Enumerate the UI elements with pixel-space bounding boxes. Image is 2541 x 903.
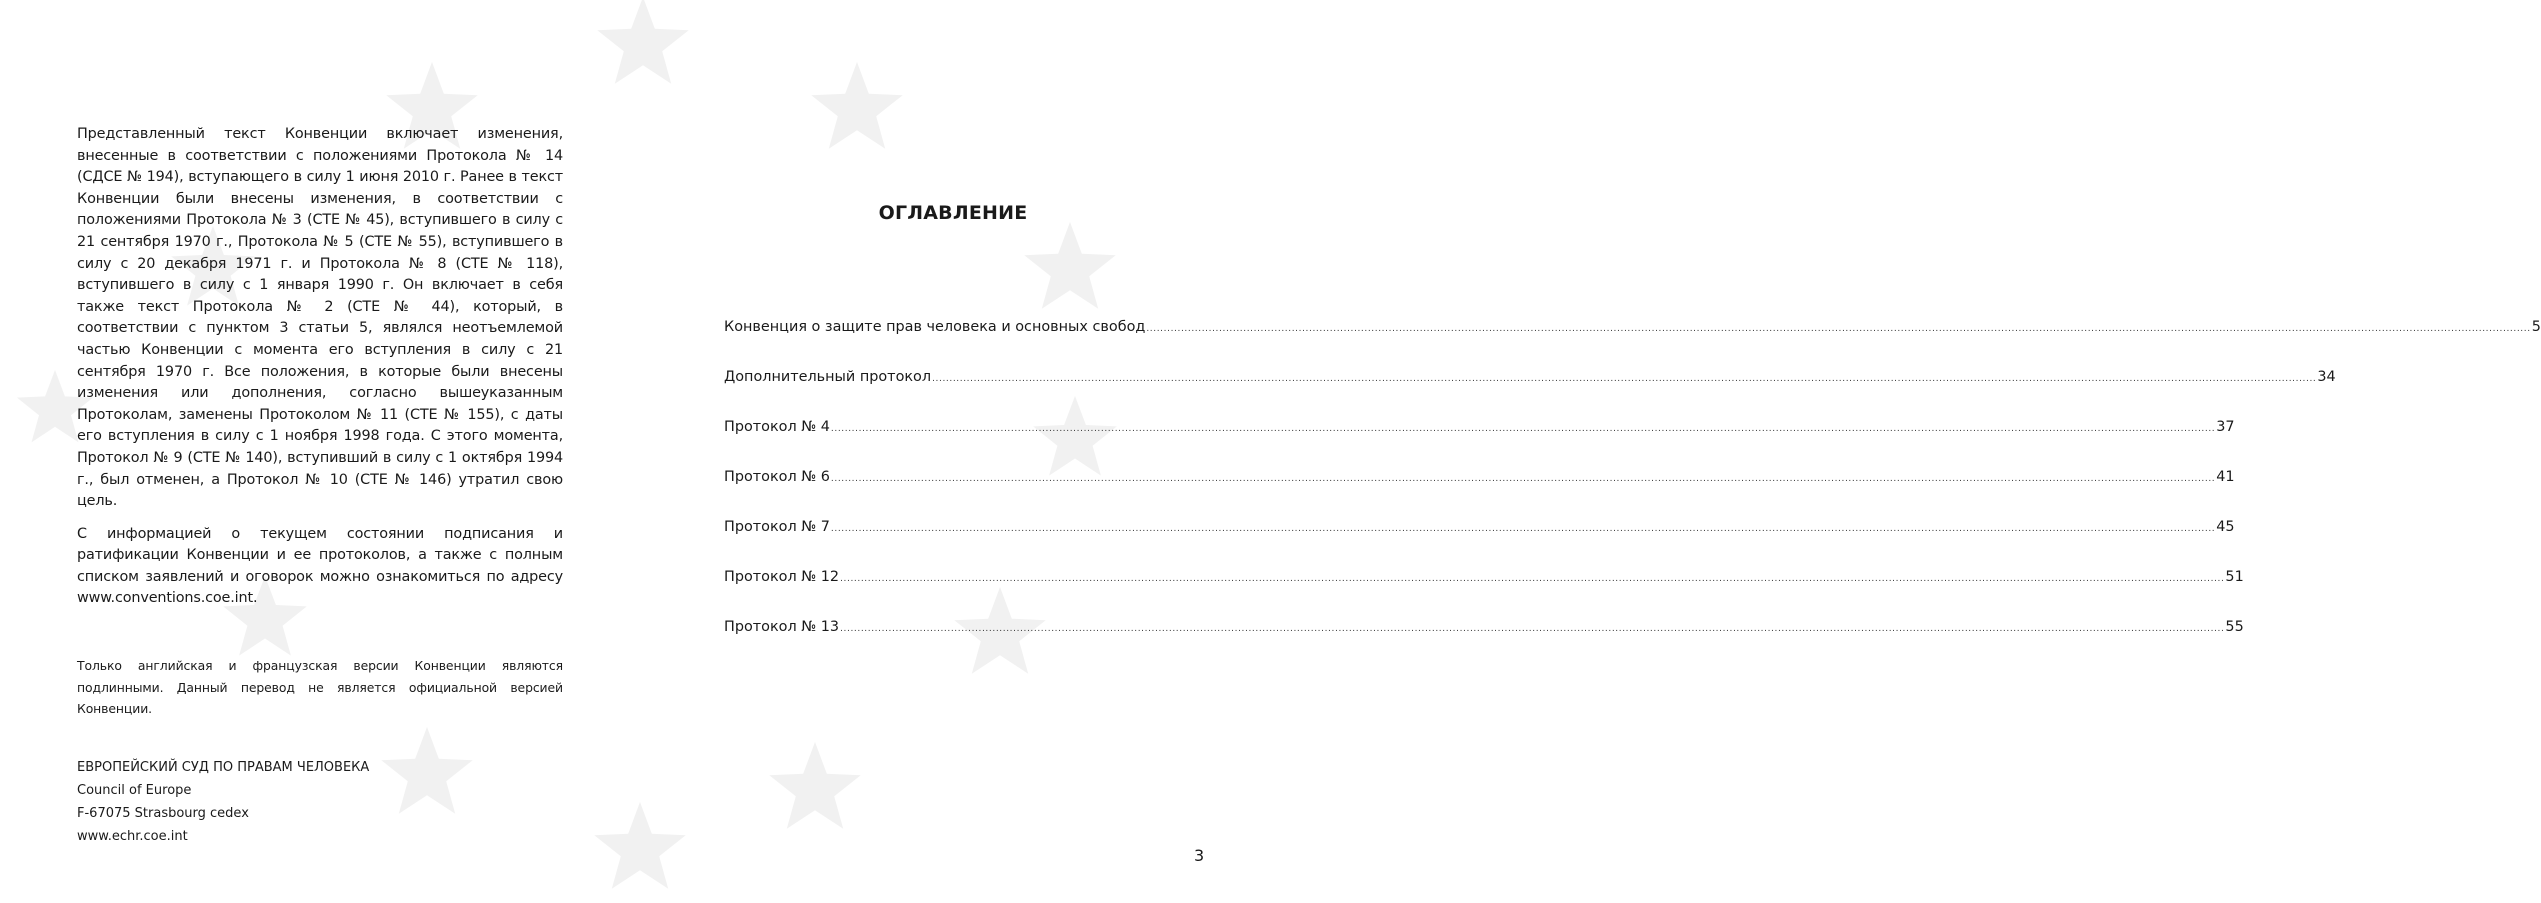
website-link[interactable]: www.echr.coe.int [77,828,188,844]
toc-entry[interactable] [724,416,2235,466]
toc-leader-dots: ................................................................................................................................................................................................................................................................................................................................................................................................................ [1146,324,2531,334]
toc-entry-page: 51 [2225,569,2244,585]
toc-leader-dots: ................................................................................................................................................................................................................................................................................................................................................................................................................ [932,374,2317,384]
toc-entry-label: Протокол № 6 [724,469,830,485]
star-icon [594,802,685,889]
toc-leader-dots: ................................................................................................................................................................................................................................................................................................................................................................................................................ [830,474,2216,484]
table-of-contents [724,316,2541,666]
toc-entry[interactable] [724,616,2244,666]
toc-entry-label: Дополнительный протокол [724,369,932,385]
toc-entry[interactable] [724,516,2235,566]
toc-entry-page: 5 [2531,319,2541,335]
toc-leader-dots: ................................................................................................................................................................................................................................................................................................................................................................................................................ [840,624,2225,634]
toc-entry-page: 45 [2216,519,2235,535]
translation-note: Только английская и французская версии Конвенции являются подлинными. Данный перевод не является официальной версией Конвенции. [77,658,563,717]
organization-name: Council of Europe [77,782,192,798]
toc-entry-label: Протокол № 7 [724,519,830,535]
toc-entry-page: 37 [2216,419,2235,435]
toc-leader-dots: ................................................................................................................................................................................................................................................................................................................................................................................................................ [830,424,2216,434]
court-name: ЕВРОПЕЙСКИЙ СУД ПО ПРАВАМ ЧЕЛОВЕКА [77,759,370,775]
toc-entry[interactable] [724,366,2336,416]
toc-entry-label: Протокол № 13 [724,619,840,635]
postal-address: F-67075 Strasbourg cedex [77,805,249,821]
page-number: 3 [1194,846,1205,865]
toc-leader-dots: ................................................................................................................................................................................................................................................................................................................................................................................................................ [830,524,2216,534]
toc-entry-page: 41 [2216,469,2235,485]
toc-entry-label: Протокол № 12 [724,569,840,585]
toc-entry[interactable] [724,466,2235,516]
publisher-address [77,756,563,848]
toc-entry[interactable] [724,316,2541,366]
left-page [77,124,563,848]
toc-entry-page: 55 [2225,619,2244,635]
toc-entry-label: Протокол № 4 [724,419,830,435]
toc-entry-label: Конвенция о защите прав человека и основных свобод [724,319,1146,335]
right-page [724,0,2541,903]
toc-entry-page: 34 [2317,369,2336,385]
ratification-info-paragraph: С информацией о текущем состоянии подписания и ратификации Конвенции и ее протоколов, а также с полным списком заявлений и оговорок можно ознакомиться по адресу www.conventions.coe.int. [77,525,563,607]
toc-entry[interactable] [724,566,2244,616]
star-icon [597,0,688,84]
convention-text-paragraph: Представленный текст Конвенции включает изменения, внесенные в соответствии с положениями Протокола № 14 (СДСЕ № 194), вступающего в силу 1 июня 2010 г. Ранее в текст Конвенции были внесены изменения, в соответствии с положениями Протокола № 3 (СТЕ № 45), вступившего в силу с 21 сентября 1970 г., Протокола № 5 (СТЕ № 55), вступившего в силу с 20 декабря 1971 г. и Протокола № 8 (СТЕ № 118), вступившего в силу с 1 января 1990 г. Он включает в себя также текст Протокола № 2 (СТЕ № 44), который, в соответствии с пунктом 3 статьи 5, являлся неотъемлемой частью Конвенции с момента его вступления в силу с 21 сентября 1970 г. Все положения, в которые были внесены изменения или дополнения, согласно вышеуказанным Протоколам, заменены Протоколом № 11 (СТЕ № 155), с даты его вступления в силу с 1 ноября 1998 года. С этого момента, Протокол № 9 (СТЕ № 140), вступивший в силу с 1 октября 1994 г., был отменен, а Протокол № 10 (СТЕ № 146) утратил свою цель. [77,126,563,510]
toc-title: ОГЛАВЛЕНИЕ [878,202,1028,224]
toc-leader-dots: ................................................................................................................................................................................................................................................................................................................................................................................................................ [840,574,2225,584]
